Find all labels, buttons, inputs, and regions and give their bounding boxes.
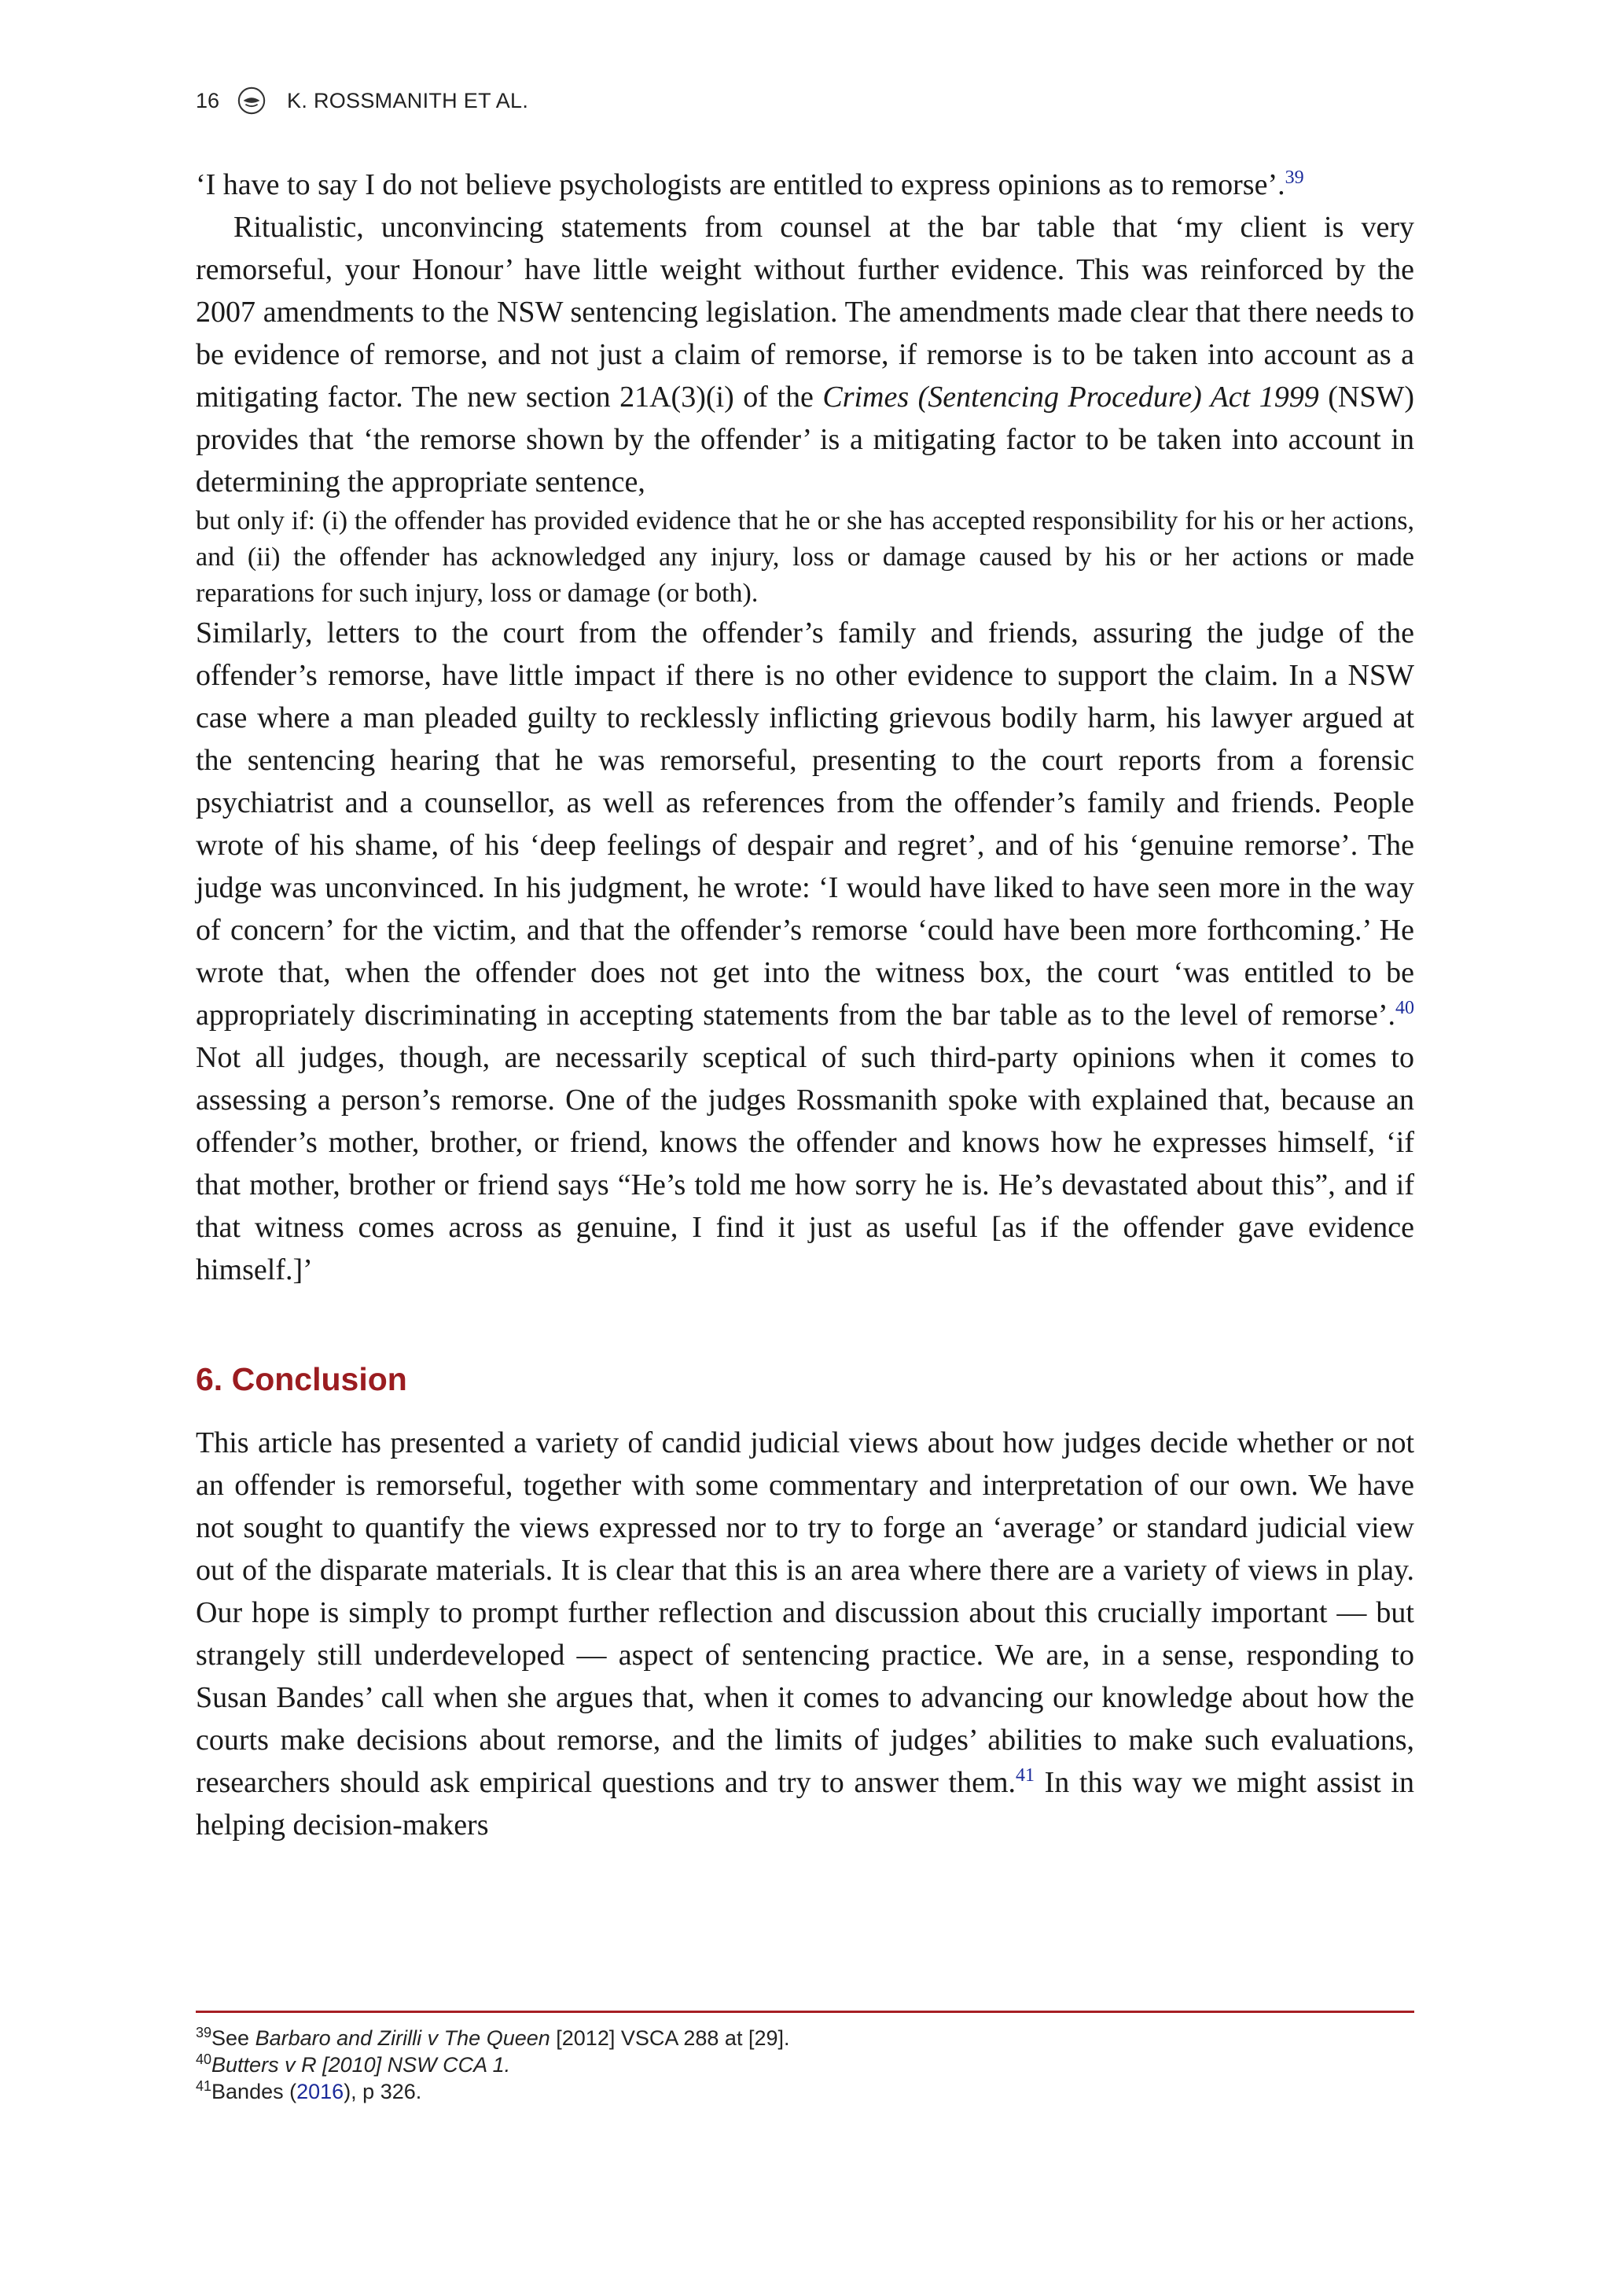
running-head — [196, 85, 528, 116]
footnote: $^{40}$Butters v R [2010] NSW CCA 1. — [196, 2051, 511, 2077]
footnote-ref-40[interactable]: 40 — [1395, 998, 1414, 1018]
paragraph: This article has presented a variety of candid judicial views about how judges decide whether or not an offender is remorseful, together with some commentary and interpretation of our own. We have not sought to quantify the views expressed nor to try to forge an ‘average’ or standard judicial view out of the disparate materials. It is clear that this is an area where there are a variety of views in play. Our hope is simply to prompt further reflection and discussion about this crucially important — but strangely still underdeveloped — aspect of sentencing practice. We are, in a sense, responding to Susan Bandes’ call when she argues that, when it comes to advancing our knowledge about how the courts make decisions about remorse, and the limits of judges’ abilities to make such evaluations, researchers should ask empirical questions and try to answer them.$^{41}$ In this way we might assist in helping decision-makers — [196, 1426, 1414, 1842]
paragraph: Ritualistic, unconvincing statements from counsel at the bar table that ‘my client is very remorseful, your Honour’ have little weight without further evidence. This was reinforced by the 2007 amendments to the NSW sentencing legislation. The amendments made clear that there needs to be evidence of remorse, and not just a claim of remorse, if remorse is to be taken into account as a mitigating factor. The new section 21A(3)(i) of the Crimes (Sentencing Procedure) Act 1999 (NSW) provides that ‘the remorse shown by the offender’ is a mitigating factor to be taken into account in determining the appropriate sentence, — [196, 211, 1414, 499]
footnote: $^{39}$See Barbaro and Zirilli v The Queen [2012] VSCA 288 at [29]. — [196, 2025, 790, 2050]
footnote-ref-39[interactable]: 39 — [1285, 167, 1304, 188]
statute-title: Crimes (Sentencing Procedure) Act 1999 — [822, 381, 1319, 414]
footnote-rule — [196, 2011, 1414, 2013]
footnote: $^{41}$Bandes (2016), p 326. — [196, 2078, 422, 2103]
paragraph: Similarly, letters to the court from the offender’s family and friends, assuring the judge of the offender’s remorse, have little impact if there is no other evidence to support the claim. In a NSW case where a man pleaded guilty to recklessly inflicting grievous bodily harm, his lawyer argued at the sentencing hearing that he was remorseful, presenting to the court reports from a forensic psychiatrist and a counsellor, as well as references from the offender’s family and friends. People wrote of his shame, of his ‘deep feelings of despair and regret’, and of his ‘genuine remorse’. The judge was unconvinced. In his judgment, he wrote: ‘I would have liked to have seen more in the way of concern’ for the victim, and that the offender’s remorse ‘could have been more forthcoming.’ He wrote that, when the offender does not get into the witness box, the court ‘was entitled to be appropriately discriminating in accepting statements from the bar table as to the level of remorse’.$^{40}$ Not all judges, though, are necessarily sceptical of such third-party opinions when it comes to assessing a person’s remorse. One of the judges Rossmanith spoke with explained that, because an offender’s mother, brother, or friend, knows the offender and knows how he expresses himself, ‘if that mother, brother or friend says “He’s told me how sorry he is. He’s devastated about this”, and if that witness comes across as genuine, I find it just as useful [as if the offender gave evidence himself.]’ — [196, 616, 1414, 1286]
running-head-authors: K. ROSSMANITH ET AL. — [287, 88, 529, 112]
footnote-ref-41[interactable]: 41 — [1016, 1765, 1035, 1786]
article-body — [196, 164, 1414, 1846]
page-number: 16 — [196, 88, 220, 112]
paragraph: ‘I have to say I do not believe psychologists are entitled to express opinions as to remorse’.$^{39}$ — [196, 167, 1304, 201]
citation-link[interactable]: 2016 — [296, 2080, 344, 2103]
block-quote: but only if: (i) the offender has provided evidence that he or she has accepted responsibility for his or her actions, and (ii) the offender has acknowledged any injury, loss or damage caused by his or her actions or made reparations for such injury, loss or damage (or both). — [196, 506, 1414, 608]
footnotes — [196, 2025, 1414, 2105]
publisher-logo-icon — [237, 86, 266, 116]
section-heading: 6. Conclusion — [196, 1361, 407, 1397]
